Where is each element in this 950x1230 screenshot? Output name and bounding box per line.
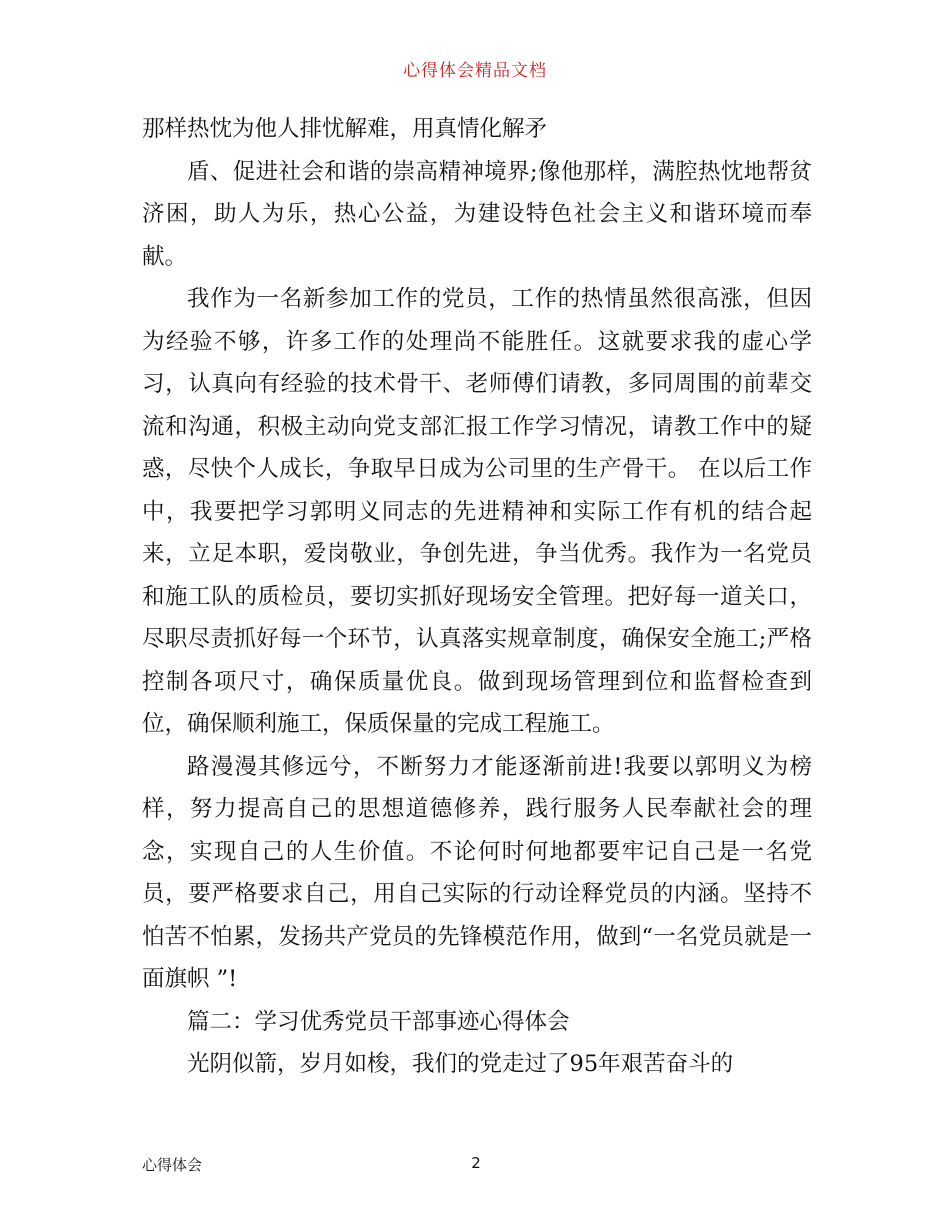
- paragraph: 光阴似箭，岁月如梭，我们的党走过了95年艰苦奋斗的: [187, 1051, 734, 1077]
- paragraph-continuation: 那样热忱为他人排忧解难，用真情化解矛: [142, 116, 548, 142]
- document-header-title: 心得体会精品文档: [403, 61, 547, 81]
- document-body: [142, 108, 812, 1086]
- paragraph: 路漫漫其修远兮，不断努力才能逐渐前进!我要以郭明义为榜样，努力提高自己的思想道德修养，践行服务人民奉献社会的理念，实现自己的人生价值。不论何时何地都要牢记自己是一名党员，要严格要求自己，用自己实际的行动诠释党员的内涵。坚持不怕苦不怕累，发扬共产党员的先锋模范作用，做到“一名党员就是一面旗帜 ”!: [142, 753, 812, 992]
- paragraph: 盾、促进社会和谐的崇高精神境界;像他那样，满腔热忱地帮贫济困，助人为乐，热心公益，为建设特色社会主义和谐环境而奉献。: [142, 158, 812, 270]
- section-heading: 篇二：学习优秀党员干部事迹心得体会: [187, 1008, 570, 1035]
- footer-label: 心得体会: [142, 1156, 203, 1174]
- page-number: 2: [471, 1154, 481, 1172]
- paragraph: 我作为一名新参加工作的党员，工作的热情虽然很高涨，但因为经验不够，许多工作的处理尚不能胜任。这就要求我的虚心学习，认真向有经验的技术骨干、老师傅们请教，多同周围的前辈交流和沟通，积极主动向党支部汇报工作学习情况，请教工作中的疑惑，尽快个人成长，争取早日成为公司里的生产骨干。 在以后工作中，我要把学习郭明义同志的先进精神和实际工作有机的结合起来，立足本职，爱岗敬业，争创先进，争当优秀。我作为一名党员和施工队的质检员，要切实抓好现场安全管理。把好每一道关口，尽职尽责抓好每一个环节，认真落实规章制度，确保安全施工;严格控制各项尺寸，确保质量优良。做到现场管理到位和监督检查到位，确保顺利施工，保质保量的完成工程施工。: [142, 286, 812, 737]
